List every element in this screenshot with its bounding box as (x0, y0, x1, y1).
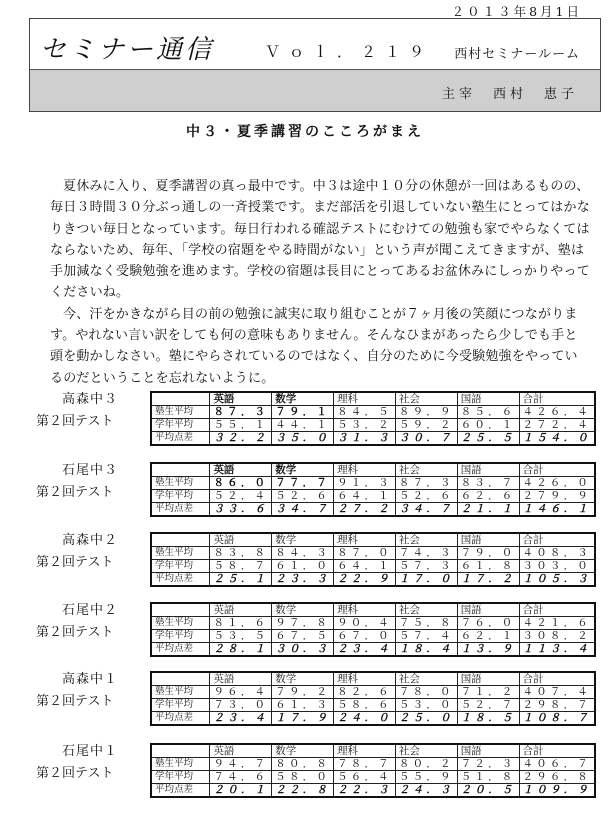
score-cell: ３５．０ (272, 432, 334, 446)
subject-header: 理科 (334, 392, 396, 406)
corner-cell (151, 463, 210, 477)
test-label: 第２回テスト (36, 766, 114, 781)
score-cell: ５９．２ (395, 419, 457, 432)
subject-header: 合計 (519, 392, 595, 406)
subject-header: 社会 (395, 533, 457, 547)
subject-header: 英語 (210, 463, 272, 477)
score-cell: ８４．５ (334, 406, 396, 419)
subject-header: 社会 (395, 392, 457, 406)
subject-header: 国語 (457, 603, 519, 617)
score-cell: ２９８．７ (519, 699, 595, 712)
score-cell: ３４．７ (395, 503, 457, 517)
school-label: 石尾中１ (62, 744, 119, 759)
row-label: 学年平均 (151, 490, 210, 503)
score-cell: ８０．８ (272, 758, 334, 771)
table-row (151, 547, 595, 560)
score-cell: ６４．１ (334, 490, 396, 503)
score-cell: ７９．０ (457, 547, 519, 560)
subject-header: 数学 (272, 744, 334, 758)
school-label: 高森中１ (62, 672, 119, 687)
score-cell: ２３．４ (334, 643, 396, 657)
subject-header: 社会 (395, 672, 457, 686)
issue-date: ２０１３年8月1日 (451, 4, 582, 19)
score-cell: ４２６．０ (519, 477, 595, 490)
test-label: 第２回テスト (36, 555, 114, 570)
score-cell: ２４．０ (334, 712, 396, 726)
row-label: 学年平均 (151, 699, 210, 712)
score-cell: ２０．１ (210, 784, 272, 798)
school-name: 西村セミナールーム (454, 47, 580, 62)
score-cell: ９７．８ (272, 617, 334, 630)
school-label: 高森中２ (62, 533, 119, 548)
table-row (151, 784, 595, 798)
score-cell: ２２．３ (334, 784, 396, 798)
row-label: 塾生平均 (151, 617, 210, 630)
table-row (151, 432, 595, 446)
score-cell: ５２．６ (272, 490, 334, 503)
table-row (151, 699, 595, 712)
score-cell: ７８．０ (395, 686, 457, 699)
score-cell: ４４．１ (272, 419, 334, 432)
subject-header: 国語 (457, 533, 519, 547)
score-cell: ９１．３ (334, 477, 396, 490)
test-label: 第２回テスト (36, 694, 114, 709)
table-row (151, 419, 595, 432)
subject-header: 理科 (334, 603, 396, 617)
test-label: 第２回テスト (36, 625, 114, 640)
subject-header: 理科 (334, 672, 396, 686)
table-row (151, 712, 595, 726)
score-cell: ５８．６ (334, 699, 396, 712)
score-cell: １５４．０ (519, 432, 595, 446)
subject-header: 合計 (519, 672, 595, 686)
score-cell: ５７．３ (395, 560, 457, 573)
score-cell: ５５．９ (395, 771, 457, 784)
test-label: 第２回テスト (36, 485, 114, 500)
score-cell: ３０８．２ (519, 630, 595, 643)
score-cell: ４０８．３ (519, 547, 595, 560)
table-row (151, 643, 595, 657)
score-cell: ５８．０ (272, 771, 334, 784)
score-cell: ８４．３ (272, 547, 334, 560)
score-cell: ５１．８ (457, 771, 519, 784)
row-label: 塾生平均 (151, 406, 210, 419)
score-cell: ５５．１ (210, 419, 272, 432)
row-label: 塾生平均 (151, 547, 210, 560)
score-cell: ７６．０ (457, 617, 519, 630)
article-body (50, 176, 590, 389)
score-table (150, 391, 596, 446)
score-cell: ３１．３ (334, 432, 396, 446)
row-label: 塾生平均 (151, 758, 210, 771)
table-row (151, 630, 595, 643)
subject-header: 国語 (457, 392, 519, 406)
score-cell: ２５．０ (395, 712, 457, 726)
score-cell: ７９．１ (272, 406, 334, 419)
score-block (0, 738, 610, 806)
row-label: 平均点差 (151, 784, 210, 798)
score-cell: ７５．８ (395, 617, 457, 630)
score-cell: ９４．７ (210, 758, 272, 771)
score-cell: ２２．９ (334, 573, 396, 587)
score-cell: ２１．１ (457, 503, 519, 517)
subject-header: 理科 (334, 463, 396, 477)
score-cell: ８７．３ (210, 406, 272, 419)
paragraph: 今、汗をかきながら目の前の勉強に誠実に取り組むことが７ヶ月後の笑顔につながります。やれない言い訳をしても何の意味もありません。そんなひまがあったら少しでも手と頭を動かしなさい。塾にやらされているのではなく、自分のために今受験勉強をやっているのだということを忘れないように。 (50, 306, 578, 386)
score-cell: ６４．１ (334, 560, 396, 573)
score-cell: ６１．０ (272, 560, 334, 573)
row-label: 平均点差 (151, 573, 210, 587)
table-row (151, 573, 595, 587)
score-cell: ５３．２ (334, 419, 396, 432)
score-cell: ５２．７ (457, 699, 519, 712)
score-cell: ３０．３ (272, 643, 334, 657)
subject-header: 数学 (272, 463, 334, 477)
score-cell: ７９．２ (272, 686, 334, 699)
score-block (0, 666, 610, 734)
subject-header: 数学 (272, 392, 334, 406)
header-row (151, 672, 595, 686)
table-row (151, 406, 595, 419)
score-cell: ７３．０ (210, 699, 272, 712)
score-cell: ６２．６ (457, 490, 519, 503)
header-bottom-row (30, 70, 600, 111)
score-cell: ５２．４ (210, 490, 272, 503)
row-label: 平均点差 (151, 643, 210, 657)
corner-cell (151, 392, 210, 406)
score-cell: ４２１．６ (519, 617, 595, 630)
score-cell: ８２．６ (334, 686, 396, 699)
table-row (151, 686, 595, 699)
subject-header: 国語 (457, 672, 519, 686)
row-label: 平均点差 (151, 503, 210, 517)
subject-header: 理科 (334, 533, 396, 547)
score-block (0, 457, 610, 525)
score-cell: ２９６．８ (519, 771, 595, 784)
score-cell: ６０．１ (457, 419, 519, 432)
score-cell: ８９．９ (395, 406, 457, 419)
corner-cell (151, 603, 210, 617)
subject-header: 社会 (395, 463, 457, 477)
score-table (150, 671, 596, 726)
score-cell: ２８．１ (210, 643, 272, 657)
score-cell: ８６．０ (210, 477, 272, 490)
score-cell: ９６．４ (210, 686, 272, 699)
score-cell: ２７９．９ (519, 490, 595, 503)
corner-cell (151, 744, 210, 758)
score-table (150, 602, 596, 657)
article-title: 中３・夏季講習のこころがまえ (186, 124, 424, 140)
score-cell: ８１．６ (210, 617, 272, 630)
score-cell: ２０．５ (457, 784, 519, 798)
score-cell: ２３．３ (272, 573, 334, 587)
header-row (151, 463, 595, 477)
row-label: 学年平均 (151, 771, 210, 784)
row-label: 平均点差 (151, 712, 210, 726)
score-cell: ７１．２ (457, 686, 519, 699)
volume-number: Ｖｏｌ．２１９ (265, 43, 434, 61)
score-cell: ９０．４ (334, 617, 396, 630)
master-name: 主宰 西村 恵子 (441, 87, 578, 102)
subject-header: 社会 (395, 744, 457, 758)
score-block (0, 527, 610, 595)
score-cell: ５６．４ (334, 771, 396, 784)
score-block (0, 386, 610, 454)
score-cell: ５８．７ (210, 560, 272, 573)
test-label: 第２回テスト (36, 414, 114, 429)
subject-header: 英語 (210, 603, 272, 617)
score-cell: ６１．８ (457, 560, 519, 573)
score-cell: ５３．０ (395, 699, 457, 712)
row-label: 学年平均 (151, 560, 210, 573)
score-cell: １７．０ (395, 573, 457, 587)
subject-header: 社会 (395, 603, 457, 617)
score-table (150, 532, 596, 587)
score-cell: ２３．４ (210, 712, 272, 726)
score-cell: １７．２ (457, 573, 519, 587)
table-row (151, 490, 595, 503)
score-cell: １７．９ (272, 712, 334, 726)
score-cell: ６１．３ (272, 699, 334, 712)
score-cell: ２５．５ (457, 432, 519, 446)
row-label: 塾生平均 (151, 477, 210, 490)
row-label: 塾生平均 (151, 686, 210, 699)
score-cell: １８．５ (457, 712, 519, 726)
table-row (151, 771, 595, 784)
subject-header: 英語 (210, 744, 272, 758)
score-cell: ４２６．４ (519, 406, 595, 419)
subject-header: 合計 (519, 603, 595, 617)
paragraph: 夏休みに入り、夏季講習の真っ最中です。中３は途中１０分の休憩が一回はあるものの、毎日３時間３０分ぶっ通しの一斉授業です。まだ部活を引退していない塾生にとってはかなりきつい毎日となっています。毎日行われる確認テストにむけての勉強も家でやらなくてはならないため、毎年、「学校の宿題をやる時間がない」という声が聞こえてきますが、塾は手加減なく受験勉強を進めます。学校の宿題は長目にとってあるお盆休みにしっかりやってくださいね。 (50, 179, 590, 301)
header-row (151, 744, 595, 758)
subject-header: 数学 (272, 533, 334, 547)
subject-header: 理科 (334, 744, 396, 758)
score-cell: １０８．７ (519, 712, 595, 726)
score-cell: ３４．７ (272, 503, 334, 517)
score-cell: ８７．０ (334, 547, 396, 560)
newsletter-header (29, 18, 601, 112)
subject-header: 英語 (210, 672, 272, 686)
score-cell: ６７．０ (334, 630, 396, 643)
score-cell: １０９．９ (519, 784, 595, 798)
score-cell: ８３．８ (210, 547, 272, 560)
header-row (151, 533, 595, 547)
subject-header: 国語 (457, 463, 519, 477)
row-label: 平均点差 (151, 432, 210, 446)
score-cell: ７２．３ (457, 758, 519, 771)
header-row (151, 392, 595, 406)
table-row (151, 503, 595, 517)
score-cell: ５７．４ (395, 630, 457, 643)
score-cell: ２５．１ (210, 573, 272, 587)
table-row (151, 560, 595, 573)
score-table (150, 743, 596, 798)
score-table (150, 462, 596, 517)
score-cell: ３３．６ (210, 503, 272, 517)
table-row (151, 758, 595, 771)
score-cell: １４６．１ (519, 503, 595, 517)
subject-header: 国語 (457, 744, 519, 758)
score-cell: ７４．３ (395, 547, 457, 560)
subject-header: 英語 (210, 392, 272, 406)
table-row (151, 617, 595, 630)
score-cell: ８３．７ (457, 477, 519, 490)
score-cell: ８７．３ (395, 477, 457, 490)
score-cell: １１３．４ (519, 643, 595, 657)
score-cell: ４０６．７ (519, 758, 595, 771)
score-cell: ７４．６ (210, 771, 272, 784)
score-cell: １３．９ (457, 643, 519, 657)
score-cell: ２２．８ (272, 784, 334, 798)
row-label: 学年平均 (151, 630, 210, 643)
school-label: 高森中３ (62, 392, 119, 407)
header-row (151, 603, 595, 617)
score-cell: ３０．７ (395, 432, 457, 446)
table-row (151, 477, 595, 490)
subject-header: 合計 (519, 744, 595, 758)
corner-cell (151, 533, 210, 547)
corner-cell (151, 672, 210, 686)
score-cell: ６２．１ (457, 630, 519, 643)
newsletter-title: セミナー通信 (40, 35, 215, 65)
score-cell: ４０７．４ (519, 686, 595, 699)
header-top-row (30, 19, 600, 70)
subject-header: 合計 (519, 463, 595, 477)
score-cell: ３２．２ (210, 432, 272, 446)
score-cell: ５３．５ (210, 630, 272, 643)
score-cell: ６７．５ (272, 630, 334, 643)
score-cell: ２４．３ (395, 784, 457, 798)
score-cell: ２７．２ (334, 503, 396, 517)
score-cell: ８５．６ (457, 406, 519, 419)
score-block (0, 597, 610, 665)
row-label: 学年平均 (151, 419, 210, 432)
score-cell: １８．４ (395, 643, 457, 657)
subject-header: 英語 (210, 533, 272, 547)
subject-header: 数学 (272, 603, 334, 617)
score-cell: ２７２．４ (519, 419, 595, 432)
subject-header: 数学 (272, 672, 334, 686)
school-label: 石尾中３ (62, 463, 119, 478)
subject-header: 合計 (519, 533, 595, 547)
score-cell: ３０３．０ (519, 560, 595, 573)
score-cell: ８０．２ (395, 758, 457, 771)
school-label: 石尾中２ (62, 603, 119, 618)
score-cell: ５２．６ (395, 490, 457, 503)
score-cell: ７８．７ (334, 758, 396, 771)
score-cell: ７７．７ (272, 477, 334, 490)
score-cell: １０５．３ (519, 573, 595, 587)
